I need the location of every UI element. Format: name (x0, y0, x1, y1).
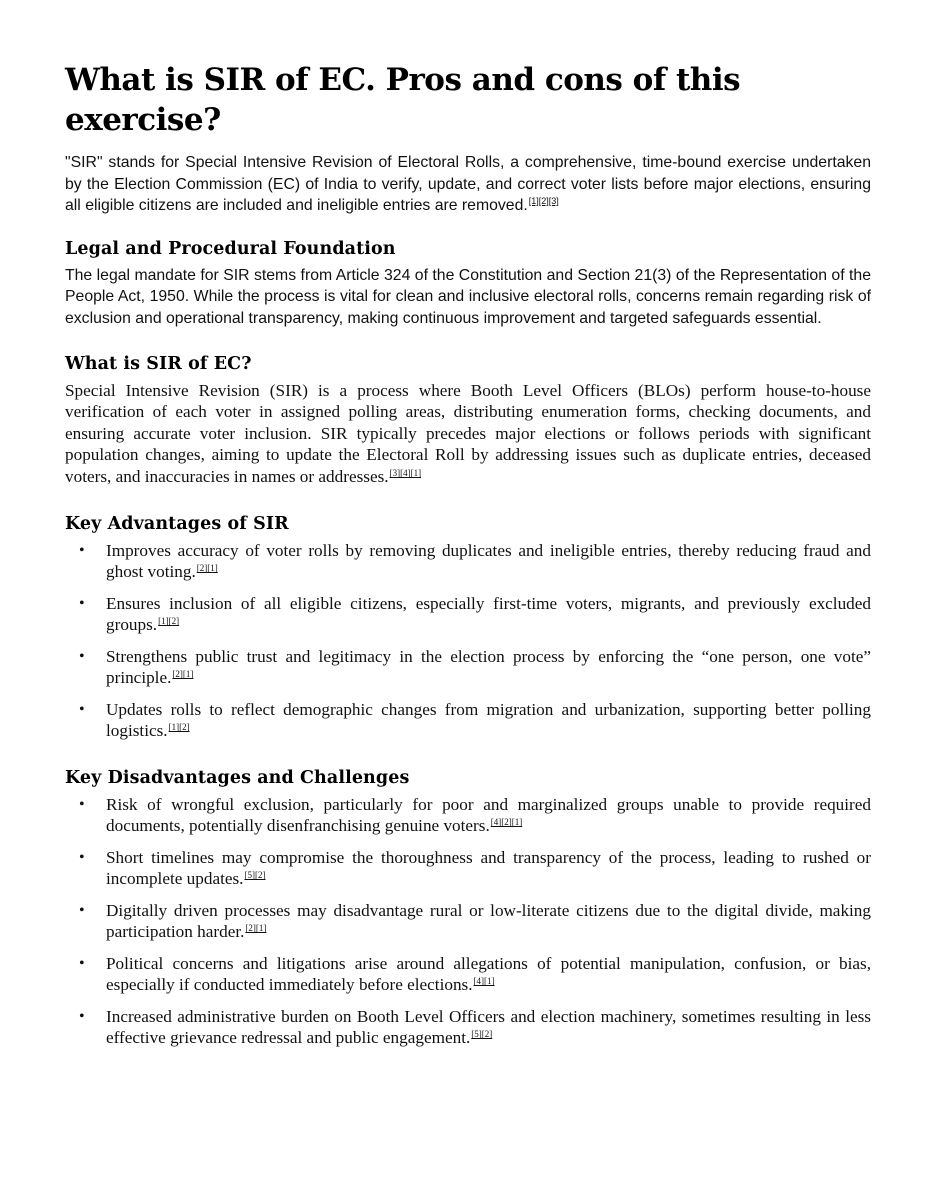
list-item (65, 699, 871, 742)
intro-citations[interactable]: [1][2][3] (528, 196, 559, 207)
list-item (65, 953, 871, 996)
page-title: What is SIR of EC. Pros and cons of this exercise? (65, 62, 741, 138)
list-item-citations[interactable]: [2][1] (245, 923, 267, 934)
legal-paragraph: The legal mandate for SIR stems from Article 324 of the Constitution and Section 21(3) of the Representation of the People Act, 1950. While the process is vital for clean and inclusive electoral rolls, concerns remain regarding risk of exclusion and operational transparency, making continuous improvement and targeted safeguards essential. (65, 266, 871, 327)
bullet-icon: • (79, 647, 85, 665)
list-item (65, 646, 871, 689)
disadvantages-list (65, 794, 871, 1049)
list-item-citations[interactable]: [4][2][1] (490, 817, 523, 828)
what-text: Special Intensive Revision (SIR) is a process where Booth Level Officers (BLOs) perform house-to-house verification of each voter in assigned polling areas, distributing enumeration forms, checking documents, and ensuring accurate voter inclusion. SIR typically precedes major elections or follows periods with significant population changes, aiming to update the Electoral Roll by addressing issues such as duplicate entries, deceased voters, and inaccuracies in names or addresses. (65, 380, 871, 486)
bullet-icon: • (79, 541, 85, 559)
list-item (65, 900, 871, 943)
section-heading-disadvantages: Key Disadvantages and Challenges (65, 767, 410, 788)
list-item-text: Digitally driven processes may disadvantage rural or low-literate citizens due to the digital divide, making participation harder. (106, 900, 871, 942)
list-item-text: Ensures inclusion of all eligible citizens, especially first-time voters, migrants, and previously excluded groups. (106, 593, 871, 635)
list-item-citations[interactable]: [2][1] (196, 563, 218, 574)
list-item-citations[interactable]: [5][2] (244, 870, 266, 881)
list-item-text: Updates rolls to reflect demographic changes from migration and urbanization, supporting better polling logistics. (106, 699, 871, 741)
list-item-text: Strengthens public trust and legitimacy in the election process by enforcing the “one person, one vote” principle. (106, 646, 871, 688)
what-citations[interactable]: [3][4][1] (389, 467, 422, 478)
list-item-citations[interactable]: [4][1] (473, 976, 495, 987)
section-heading-what: What is SIR of EC? (65, 353, 252, 374)
list-item (65, 540, 871, 583)
bullet-icon: • (79, 1007, 85, 1025)
list-item-citations[interactable]: [1][2] (158, 616, 180, 627)
intro-text: "SIR" stands for Special Intensive Revision of Electoral Rolls, a comprehensive, time-bound exercise undertaken by the Election Commission (EC) of India to verify, update, and correct voter lists before major elections, ensuring all eligible citizens are included and ineligible entries are removed. (65, 154, 871, 215)
list-item-text: Political concerns and litigations arise around allegations of potential manipulation, confusion, or bias, especially if conducted immediately before elections. (106, 953, 871, 995)
bullet-icon: • (79, 700, 85, 718)
list-item-text: Improves accuracy of voter rolls by removing duplicates and ineligible entries, thereby reducing fraud and ghost voting. (106, 540, 871, 582)
bullet-icon: • (79, 594, 85, 612)
list-item (65, 794, 871, 837)
list-item-text: Short timelines may compromise the thoroughness and transparency of the process, leading to rushed or incomplete updates. (106, 847, 871, 889)
list-item (65, 1006, 871, 1049)
list-item-citations[interactable]: [2][1] (172, 669, 194, 680)
document-page (65, 60, 871, 1059)
bullet-icon: • (79, 954, 85, 972)
section-heading-legal: Legal and Procedural Foundation (65, 238, 396, 259)
list-item-citations[interactable]: [1][2] (168, 722, 190, 733)
bullet-icon: • (79, 795, 85, 813)
advantages-list (65, 540, 871, 742)
list-item (65, 593, 871, 636)
bullet-icon: • (79, 901, 85, 919)
list-item (65, 847, 871, 890)
what-paragraph (65, 380, 871, 488)
bullet-icon: • (79, 848, 85, 866)
list-item-text: Risk of wrongful exclusion, particularly for poor and marginalized groups unable to provide required documents, potentially disenfranchising genuine voters. (106, 794, 871, 836)
section-heading-advantages: Key Advantages of SIR (65, 513, 289, 534)
intro-paragraph (65, 152, 871, 217)
list-item-citations[interactable]: [5][2] (471, 1029, 493, 1040)
list-item-text: Increased administrative burden on Booth Level Officers and election machinery, sometimes resulting in less effective grievance redressal and public engagement. (106, 1006, 871, 1048)
